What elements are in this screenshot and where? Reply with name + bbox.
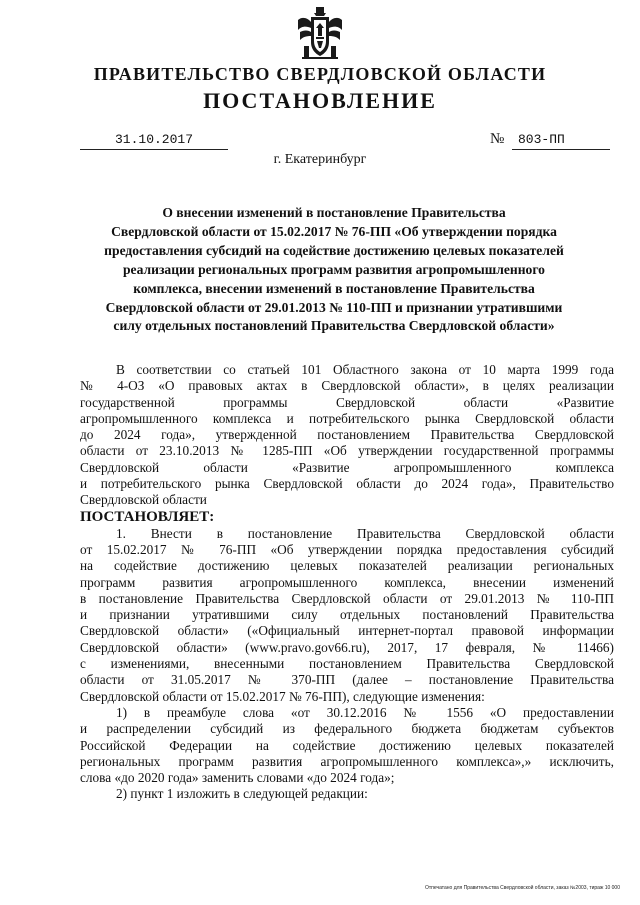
- text-line: 1. Внести в постановление Правительства Свердловской области: [116, 525, 614, 541]
- title-line: комплекса, внесении изменений в постановление Правительства: [133, 280, 535, 296]
- text-line: 2) пункт 1 изложить в следующей редакции:: [116, 786, 368, 802]
- text-line: государственной программы Свердловской области «Развитие: [80, 394, 614, 410]
- decree-date: 31.10.2017: [80, 132, 228, 150]
- resolves-heading: ПОСТАНОВЛЯЕТ:: [80, 508, 215, 525]
- text-line: области от 31.05.2017 № 370-ПП (далее – постановление Правительства: [80, 672, 614, 688]
- number-label: №: [490, 131, 505, 147]
- text-line: Свердловской области» («Официальный интернет-портал правовой информации: [80, 623, 614, 639]
- title-line: реализации региональных программ развития агропромышленного: [123, 261, 545, 277]
- text-line: Свердловской области «Развитие агропромышленного комплекса: [80, 459, 614, 475]
- text-line: с изменениями, внесенными постановлением Правительства Свердловской: [80, 656, 614, 672]
- text-line: В соответствии со статьей 101 Областного закона от 10 марта 1999 года: [116, 362, 614, 377]
- text-line: № 4-ОЗ «О правовых актах в Свердловской области», в целях реализации: [80, 378, 614, 394]
- text-line: и распределении субсидий из федерального бюджета бюджетам субъектов: [80, 721, 614, 737]
- text-line: на содействие достижению целевых показателей реализации региональных: [80, 558, 614, 574]
- document-type: ПОСТАНОВЛЕНИЕ: [203, 88, 437, 113]
- decree-number-field: [512, 132, 610, 150]
- decree-number: 803-ПП: [518, 132, 565, 147]
- decree-title: [86, 204, 582, 336]
- government-name: ПРАВИТЕЛЬСТВО СВЕРДЛОВСКОЙ ОБЛАСТИ: [93, 64, 547, 84]
- print-footer: Отпечатано для Правительства Свердловской области, заказ №2003, тираж 10 000: [424, 885, 620, 891]
- title-line: силу отдельных постановлений Правительства Свердловской области»: [113, 318, 555, 334]
- title-line: Свердловской области от 29.01.2013 № 110-ПП и признании утратившими: [105, 299, 563, 315]
- text-line: до 2024 года», утвержденной постановлением Правительства Свердловской: [80, 427, 614, 443]
- text-line: в постановление Правительства Свердловской области от 29.01.2013 № 110-ПП: [80, 590, 614, 606]
- text-line: и признании утратившими силу отдельных постановлений Правительства: [80, 607, 614, 623]
- text-line: региональных программ развития агропромышленного комплекса»,» исключить,: [80, 753, 614, 769]
- text-line: программ развития агропромышленного комплекса, внесении изменений: [80, 574, 614, 590]
- title-line: О внесении изменений в постановление Правительства: [162, 205, 506, 220]
- title-line: Свердловской области от 15.02.2017 № 76-ПП «Об утверждении порядка: [111, 223, 557, 239]
- text-line: Свердловской области: [80, 492, 207, 508]
- text-line: слова «до 2020 года» заменить словами «до 2024 года»;: [80, 770, 395, 786]
- text-line: Свердловской области от 15.02.2017 № 76-ПП), следующие изменения:: [80, 688, 485, 704]
- text-line: Российской Федерации на содействие достижению целевых показателей: [80, 737, 614, 753]
- coat-of-arms-icon: [296, 6, 344, 60]
- text-line: агропромышленного комплекса и потребительского рынка Свердловской области: [80, 410, 614, 426]
- text-line: от 15.02.2017 № 76-ПП «Об утверждении порядка предоставления субсидий: [80, 541, 614, 557]
- text-line: 1) в преамбуле слова «от 30.12.2016 № 1556 «О предоставлении: [116, 704, 614, 720]
- title-line: предоставления субсидий на содействие достижению целевых показателей: [104, 242, 564, 258]
- text-line: Свердловской области» (www.pravo.gov66.ru), 2017, 17 февраля, № 11466): [80, 639, 614, 655]
- text-line: области от 23.10.2013 № 1285-ПП «Об утверждении государственной программы: [80, 443, 614, 459]
- text-line: и потребительского рынка Свердловской области до 2024 года», Правительство: [80, 476, 614, 492]
- decree-body: [80, 362, 614, 803]
- city: г. Екатеринбург: [273, 152, 367, 167]
